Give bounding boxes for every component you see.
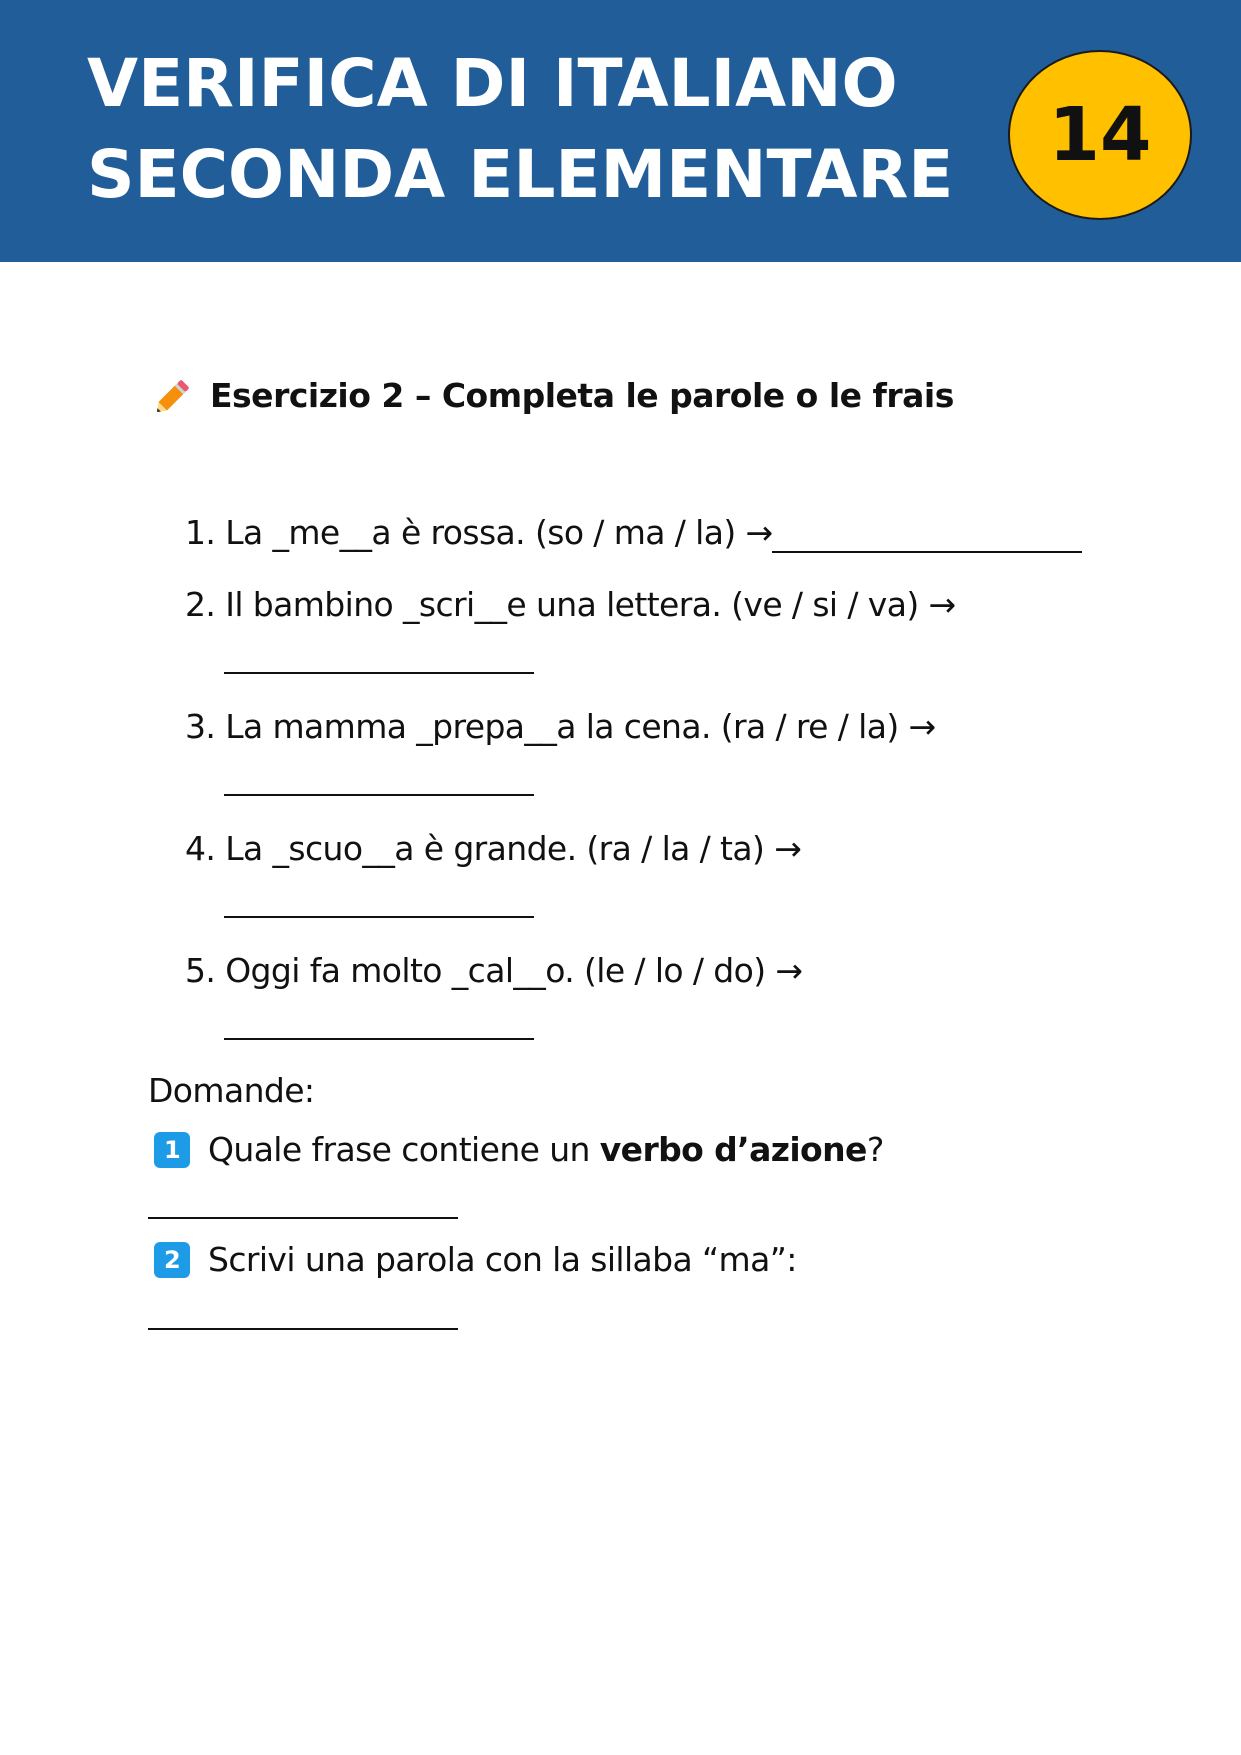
list-item — [185, 827, 801, 871]
item-text: Il bambino _scri__e una lettera. (ve / si / va) → — [225, 585, 956, 624]
question-1 — [154, 1128, 884, 1172]
list-item — [185, 583, 956, 627]
title-line-1: VERIFICA DI ITALIANO — [87, 45, 898, 122]
questions-heading: Domande: — [148, 1071, 315, 1110]
item-text: La _scuo__a è grande. (ra / la / ta) → — [225, 829, 802, 868]
answer-line[interactable] — [224, 1038, 534, 1040]
item-number: 4. — [185, 829, 216, 868]
item-number: 3. — [185, 707, 216, 746]
header-banner — [0, 0, 1241, 262]
exercise-title — [152, 372, 954, 418]
item-text: La mamma _prepa__a la cena. (ra / re / la) → — [225, 707, 936, 746]
answer-line[interactable] — [772, 551, 1082, 553]
exercise-title-text: Esercizio 2 – Completa le parole o le frais — [210, 375, 954, 415]
question-2-text: Scrivi una parola con la sillaba “ma”: — [208, 1240, 797, 1279]
list-item — [185, 949, 802, 993]
item-number: 5. — [185, 951, 216, 990]
answer-line[interactable] — [148, 1328, 458, 1330]
list-item — [185, 705, 936, 749]
answer-line[interactable] — [224, 794, 534, 796]
question-1-text: Quale frase contiene un verbo d’azione? — [208, 1130, 884, 1169]
keycap-1-icon: 1 — [154, 1132, 190, 1168]
answer-line[interactable] — [224, 916, 534, 918]
pencil-icon — [152, 373, 196, 417]
question-2 — [154, 1238, 797, 1282]
test-number-badge: 14 — [1008, 50, 1192, 220]
title-line-2: SECONDA ELEMENTARE — [87, 136, 954, 213]
item-number: 2. — [185, 585, 216, 624]
item-text: Oggi fa molto _cal__o. (le / lo / do) → — [225, 951, 803, 990]
answer-line[interactable] — [148, 1217, 458, 1219]
item-text: La _me__a è rossa. (so / ma / la) → — [225, 513, 773, 552]
keycap-2-icon: 2 — [154, 1242, 190, 1278]
list-item — [185, 511, 773, 555]
item-number: 1. — [185, 513, 216, 552]
answer-line[interactable] — [224, 672, 534, 674]
